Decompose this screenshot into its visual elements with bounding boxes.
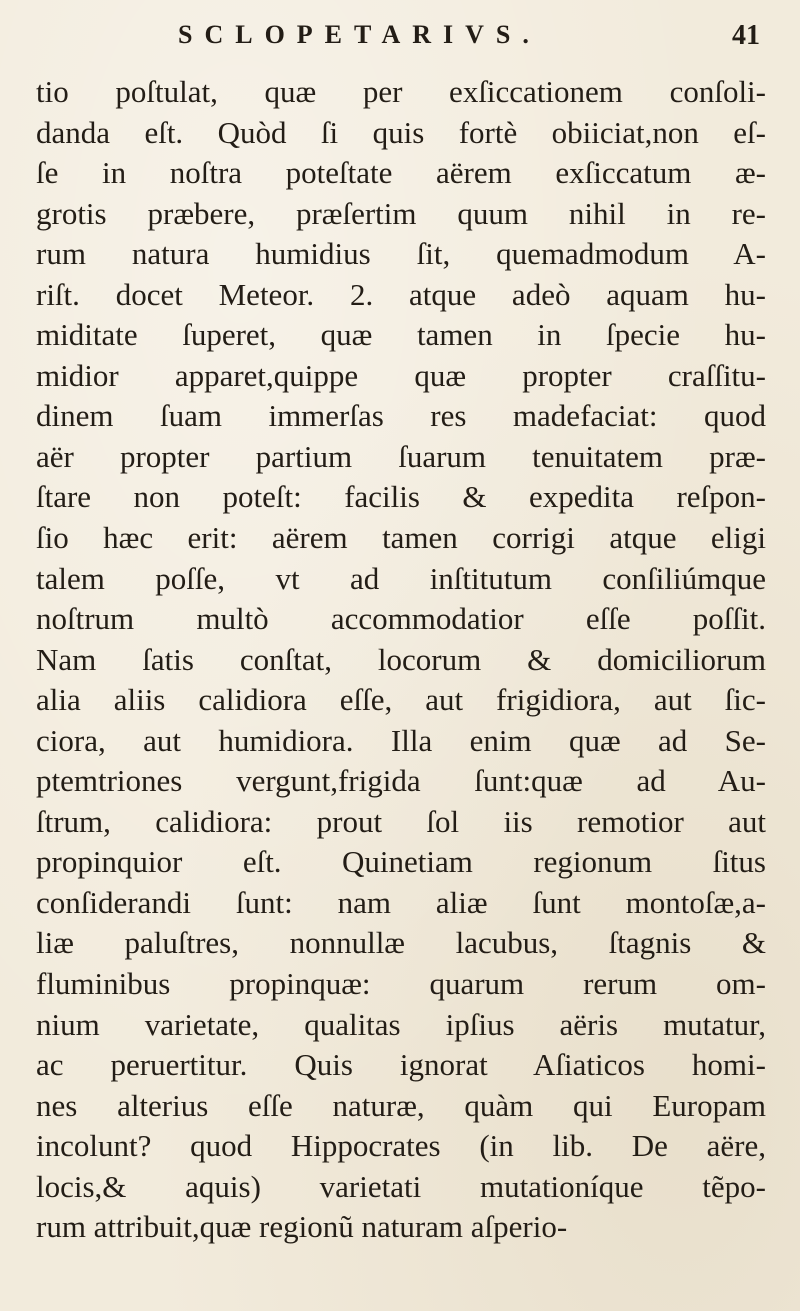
- text-line: rum attribuit,quæ regionũ naturam aſperio-: [36, 1209, 568, 1245]
- text-line: nium varietate, qualitas ipſius aëris mutatur,: [36, 1006, 766, 1042]
- text-line: aër propter partium ſuarum tenuitatem præ-: [36, 438, 766, 474]
- text-line: conſiderandi ſunt: nam aliæ ſunt montoſæ,a-: [36, 884, 766, 920]
- text-line: ſio hæc erit: aërem tamen corrigi atque eligi: [36, 520, 766, 556]
- text-line: grotis præbere, præſertim quum nihil in re-: [36, 195, 766, 231]
- text-line: ac peruertitur. Quis ignorat Aſiaticos homi-: [36, 1047, 766, 1083]
- text-line: ptemtriones vergunt,frigida ſunt:quæ ad Au-: [36, 763, 766, 799]
- text-line: riſt. docet Meteor. 2. atque adeò aquam hu-: [36, 276, 766, 312]
- running-head: SCLOPETARIVS.: [178, 20, 541, 49]
- text-line: rum natura humidius ſit, quemadmodum A-: [36, 236, 766, 272]
- text-line: locis,& aquis) varietati mutationíque tẽpo-: [36, 1168, 766, 1204]
- text-line: miditate ſuperet, quæ tamen in ſpecie hu-: [36, 317, 766, 353]
- text-line: Nam ſatis conſtat, locorum & domiciliorum: [36, 641, 766, 677]
- text-line: ſtrum, calidiora: prout ſol iis remotior aut: [36, 803, 766, 839]
- page-number: 41: [732, 20, 760, 51]
- text-line: noſtrum multò accommodatior eſſe poſſit.: [36, 601, 766, 637]
- text-line: nes alterius eſſe naturæ, quàm qui Europam: [36, 1087, 766, 1123]
- text-line: liæ paluſtres, nonnullæ lacubus, ſtagnis &: [36, 925, 766, 961]
- text-line: danda eſt. Quòd ſi quis fortè obiiciat,non eſ-: [36, 114, 766, 150]
- text-line: incolunt? quod Hippocrates (in lib. De aëre,: [36, 1128, 766, 1164]
- text-line: ciora, aut humidiora. Illa enim quæ ad Se-: [36, 722, 766, 758]
- text-line: propinquior eſt. Quinetiam regionum ſitus: [36, 844, 766, 880]
- text-line: alia aliis calidiora eſſe, aut frigidiora, aut ſic-: [36, 682, 766, 718]
- text-line: ſtare non poteſt: facilis & expedita reſpon-: [36, 479, 766, 515]
- text-line: fluminibus propinquæ: quarum rerum om-: [36, 966, 766, 1002]
- text-line: tio poſtulat, quæ per exſiccationem conſoli-: [36, 74, 766, 109]
- text-line: ſe in noſtra poteſtate aërem exſiccatum æ-: [36, 155, 766, 191]
- text-line: talem poſſe, vt ad inſtitutum conſiliúmque: [36, 560, 766, 596]
- text-line: midior apparet,quippe quæ propter craſſitu-: [36, 357, 766, 393]
- body-text: [36, 72, 766, 1248]
- text-line: dinem ſuam immerſas res madefaciat: quod: [36, 398, 766, 434]
